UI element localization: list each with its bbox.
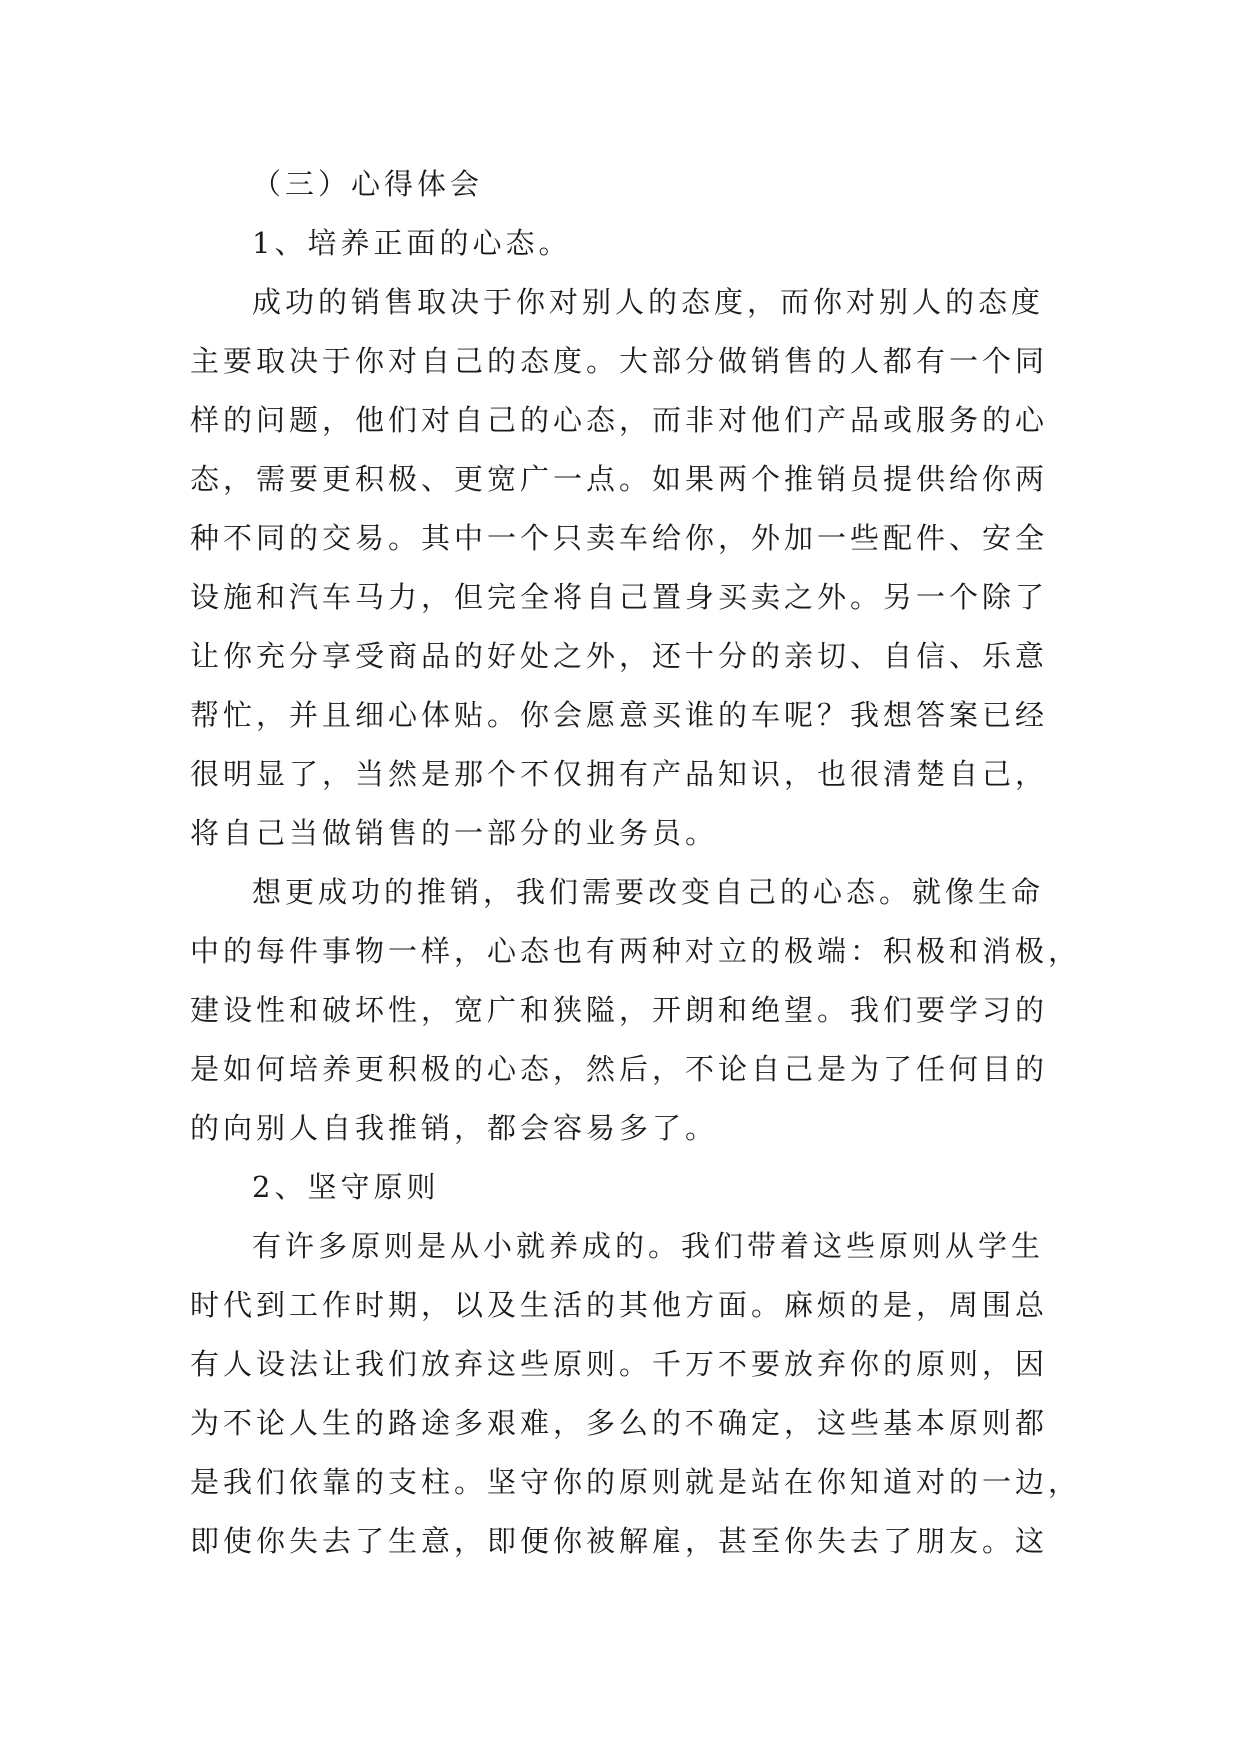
paragraph-line: 的向别人自我推销，都会容易多了。: [190, 1111, 719, 1145]
paragraph-line: 种不同的交易。其中一个只卖车给你，外加一些配件、安全: [190, 521, 1049, 555]
paragraph-line: 中的每件事物一样，心态也有两种对立的极端：积极和消极，: [190, 934, 1082, 968]
document-body: [190, 155, 1082, 1571]
paragraph-line: 即使你失去了生意，即便你被解雇，甚至你失去了朋友。这: [190, 1524, 1049, 1558]
paragraph-line: 帮忙，并且细心体贴。你会愿意买谁的车呢？我想答案已经: [190, 698, 1049, 732]
paragraph-line: 成功的销售取决于你对别人的态度，而你对别人的态度: [252, 285, 1045, 319]
paragraph-line: 时代到工作时期，以及生活的其他方面。麻烦的是，周围总: [190, 1288, 1049, 1322]
paragraph-line: 为不论人生的路途多艰难，多么的不确定，这些基本原则都: [190, 1406, 1049, 1440]
paragraph-line: 将自己当做销售的一部分的业务员。: [190, 816, 719, 850]
paragraph-line: 样的问题，他们对自己的心态，而非对他们产品或服务的心: [190, 403, 1049, 437]
paragraph-line: 有许多原则是从小就养成的。我们带着这些原则从学生: [252, 1229, 1045, 1263]
section-heading: （三）心得体会: [252, 167, 484, 201]
subheading-1: 1、培养正面的心态。: [252, 226, 572, 260]
paragraph-line: 想更成功的推销，我们需要改变自己的心态。就像生命: [252, 875, 1045, 909]
subheading-2: 2、坚守原则: [252, 1170, 440, 1204]
paragraph-line: 让你充分享受商品的好处之外，还十分的亲切、自信、乐意: [190, 639, 1049, 673]
paragraph-line: 设施和汽车马力，但完全将自己置身买卖之外。另一个除了: [190, 580, 1049, 614]
paragraph-line: 主要取决于你对自己的态度。大部分做销售的人都有一个同: [190, 344, 1049, 378]
paragraph-line: 是如何培养更积极的心态，然后，不论自己是为了任何目的: [190, 1052, 1049, 1086]
paragraph-line: 有人设法让我们放弃这些原则。千万不要放弃你的原则，因: [190, 1347, 1049, 1381]
paragraph-line: 很明显了，当然是那个不仅拥有产品知识，也很清楚自己，: [190, 757, 1049, 791]
paragraph-line: 态，需要更积极、更宽广一点。如果两个推销员提供给你两: [190, 462, 1049, 496]
paragraph-line: 建设性和破坏性，宽广和狭隘，开朗和绝望。我们要学习的: [190, 993, 1049, 1027]
paragraph-line: 是我们依靠的支柱。坚守你的原则就是站在你知道对的一边，: [190, 1465, 1082, 1499]
